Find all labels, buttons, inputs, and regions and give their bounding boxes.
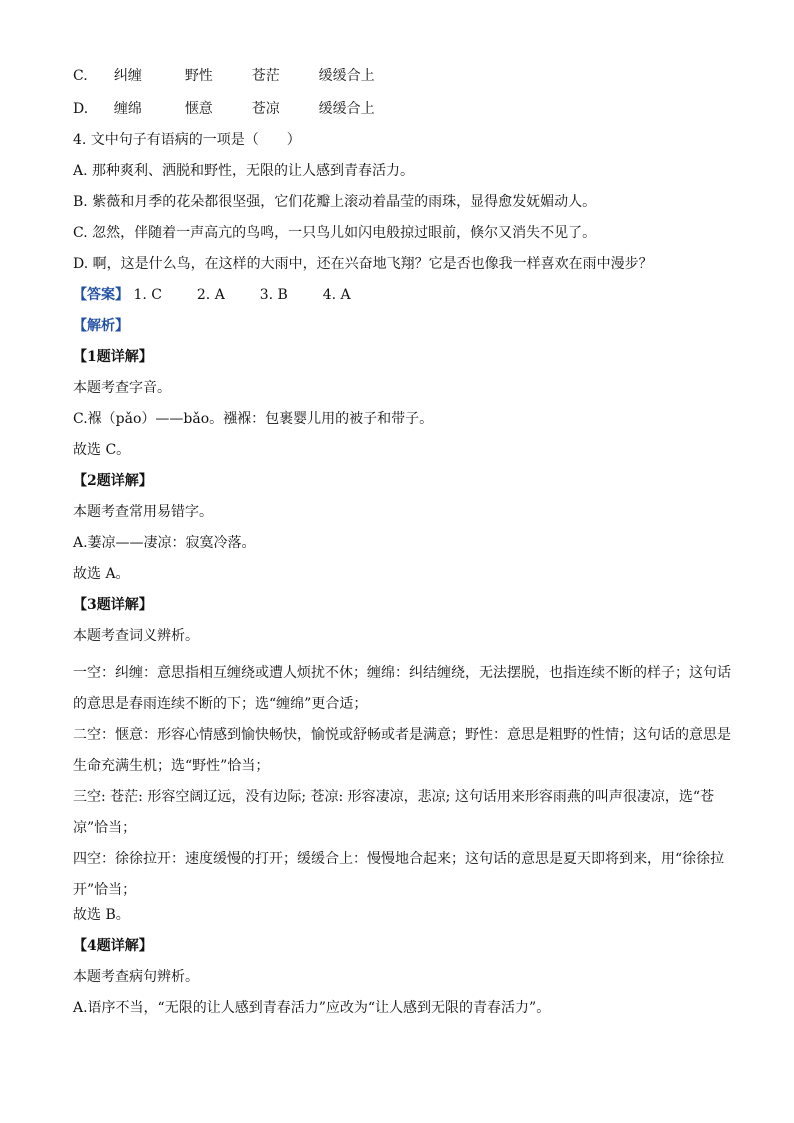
- detail-1-line-2: C.褓（pǎo）——bǎo。襁褓：包裹婴儿用的被子和带子。: [73, 411, 434, 427]
- option-d-word-2: 惬意: [184, 101, 213, 117]
- detail-title-2: 【2题详解】: [73, 473, 153, 489]
- option-c-word-3: 苍茫: [251, 68, 280, 84]
- answer-item-1: 1. C: [133, 287, 162, 303]
- detail-4-line-2: A.语序不当，“无限的让人感到青春活力”应改为“让人感到无限的青春活力”。: [73, 1000, 551, 1016]
- option-d-label: D.: [73, 101, 89, 117]
- answer-label: 【答案】: [73, 287, 129, 303]
- detail-1-line-1: 本题考查字音。: [73, 380, 171, 396]
- question-4-choice-b: B. 紫薇和月季的花朵都很坚强，它们花瓣上滚动着晶莹的雨珠，显得愈发妩媚动人。: [73, 194, 597, 210]
- question-4-choice-d: D. 啊，这是什么鸟，在这样的大雨中，还在兴奋地飞翔？它是否也像我一样喜欢在雨中漫步？: [73, 256, 653, 272]
- detail-2-line-1: 本题考查常用易错字。: [73, 504, 213, 520]
- option-c-row: [73, 67, 733, 85]
- detail-2-line-2: A.萋凉——凄凉：寂寞冷落。: [73, 535, 256, 551]
- option-d-word-4: 缓缓合上: [318, 101, 375, 117]
- detail-3-line-1: 本题考查词义辨析。: [73, 628, 199, 644]
- detail-title-1: 【1题详解】: [73, 349, 153, 365]
- option-d-row: [73, 100, 733, 118]
- answer-item-3: 3. B: [259, 287, 288, 303]
- option-d-word-3: 苍凉: [251, 101, 280, 117]
- option-c-word-1: 纠缠: [113, 68, 142, 84]
- answer-item-2: 2. A: [196, 287, 225, 303]
- question-4-choice-c: C. 忽然，伴随着一声高亢的鸟鸣，一只鸟儿如闪电般掠过眼前，倏尔又消失不见了。: [73, 225, 597, 241]
- answer-row: [73, 286, 733, 304]
- answer-item-4: 4. A: [322, 287, 351, 303]
- detail-1-line-3: 故选 C。: [73, 442, 131, 458]
- detail-3-paragraph-3: 三空: 苍茫: 形容空阔辽远，没有边际; 苍凉: 形容凄凉，悲凉; 这句话用来形容雨燕的叫声很凄凉，选“苍凉”恰当；: [73, 789, 714, 836]
- question-4-stem: 4. 文中句子有语病的一项是（ ）: [73, 132, 301, 148]
- detail-3-paragraph-2: 二空：惬意：形容心情感到愉快畅快，愉悦或舒畅或者是满意；野性：意思是粗野的性情；这句话的意思是生命充满生机；选“野性”恰当；: [73, 727, 731, 774]
- detail-title-4: 【4题详解】: [73, 938, 153, 954]
- detail-4-line-1: 本题考查病句辨析。: [73, 969, 199, 985]
- option-c-word-4: 缓缓合上: [318, 68, 375, 84]
- detail-3-paragraph-1: 一空：纠缠：意思指相互缠绕或遭人烦扰不休；缠绵：纠结缠绕，无法摆脱，也指连续不断的样子；这句话的意思是春雨连续不断的下；选“缠绵”更合适；: [73, 665, 731, 712]
- option-c-label: C.: [73, 68, 88, 84]
- option-d-word-1: 缠绵: [113, 101, 142, 117]
- detail-3-paragraph-4: 四空：徐徐拉开：速度缓慢的打开；缓缓合上：慢慢地合起来；这句话的意思是夏天即将到来，用“徐徐拉开”恰当；: [73, 851, 725, 898]
- option-c-word-2: 野性: [184, 68, 213, 84]
- detail-2-line-3: 故选 A。: [73, 566, 130, 582]
- analysis-label: 【解析】: [73, 318, 129, 334]
- question-4-choice-a: A. 那种爽利、洒脱和野性，无限的让人感到青春活力。: [73, 163, 415, 179]
- detail-3-line-final: 故选 B。: [73, 907, 130, 923]
- detail-title-3: 【3题详解】: [73, 597, 153, 613]
